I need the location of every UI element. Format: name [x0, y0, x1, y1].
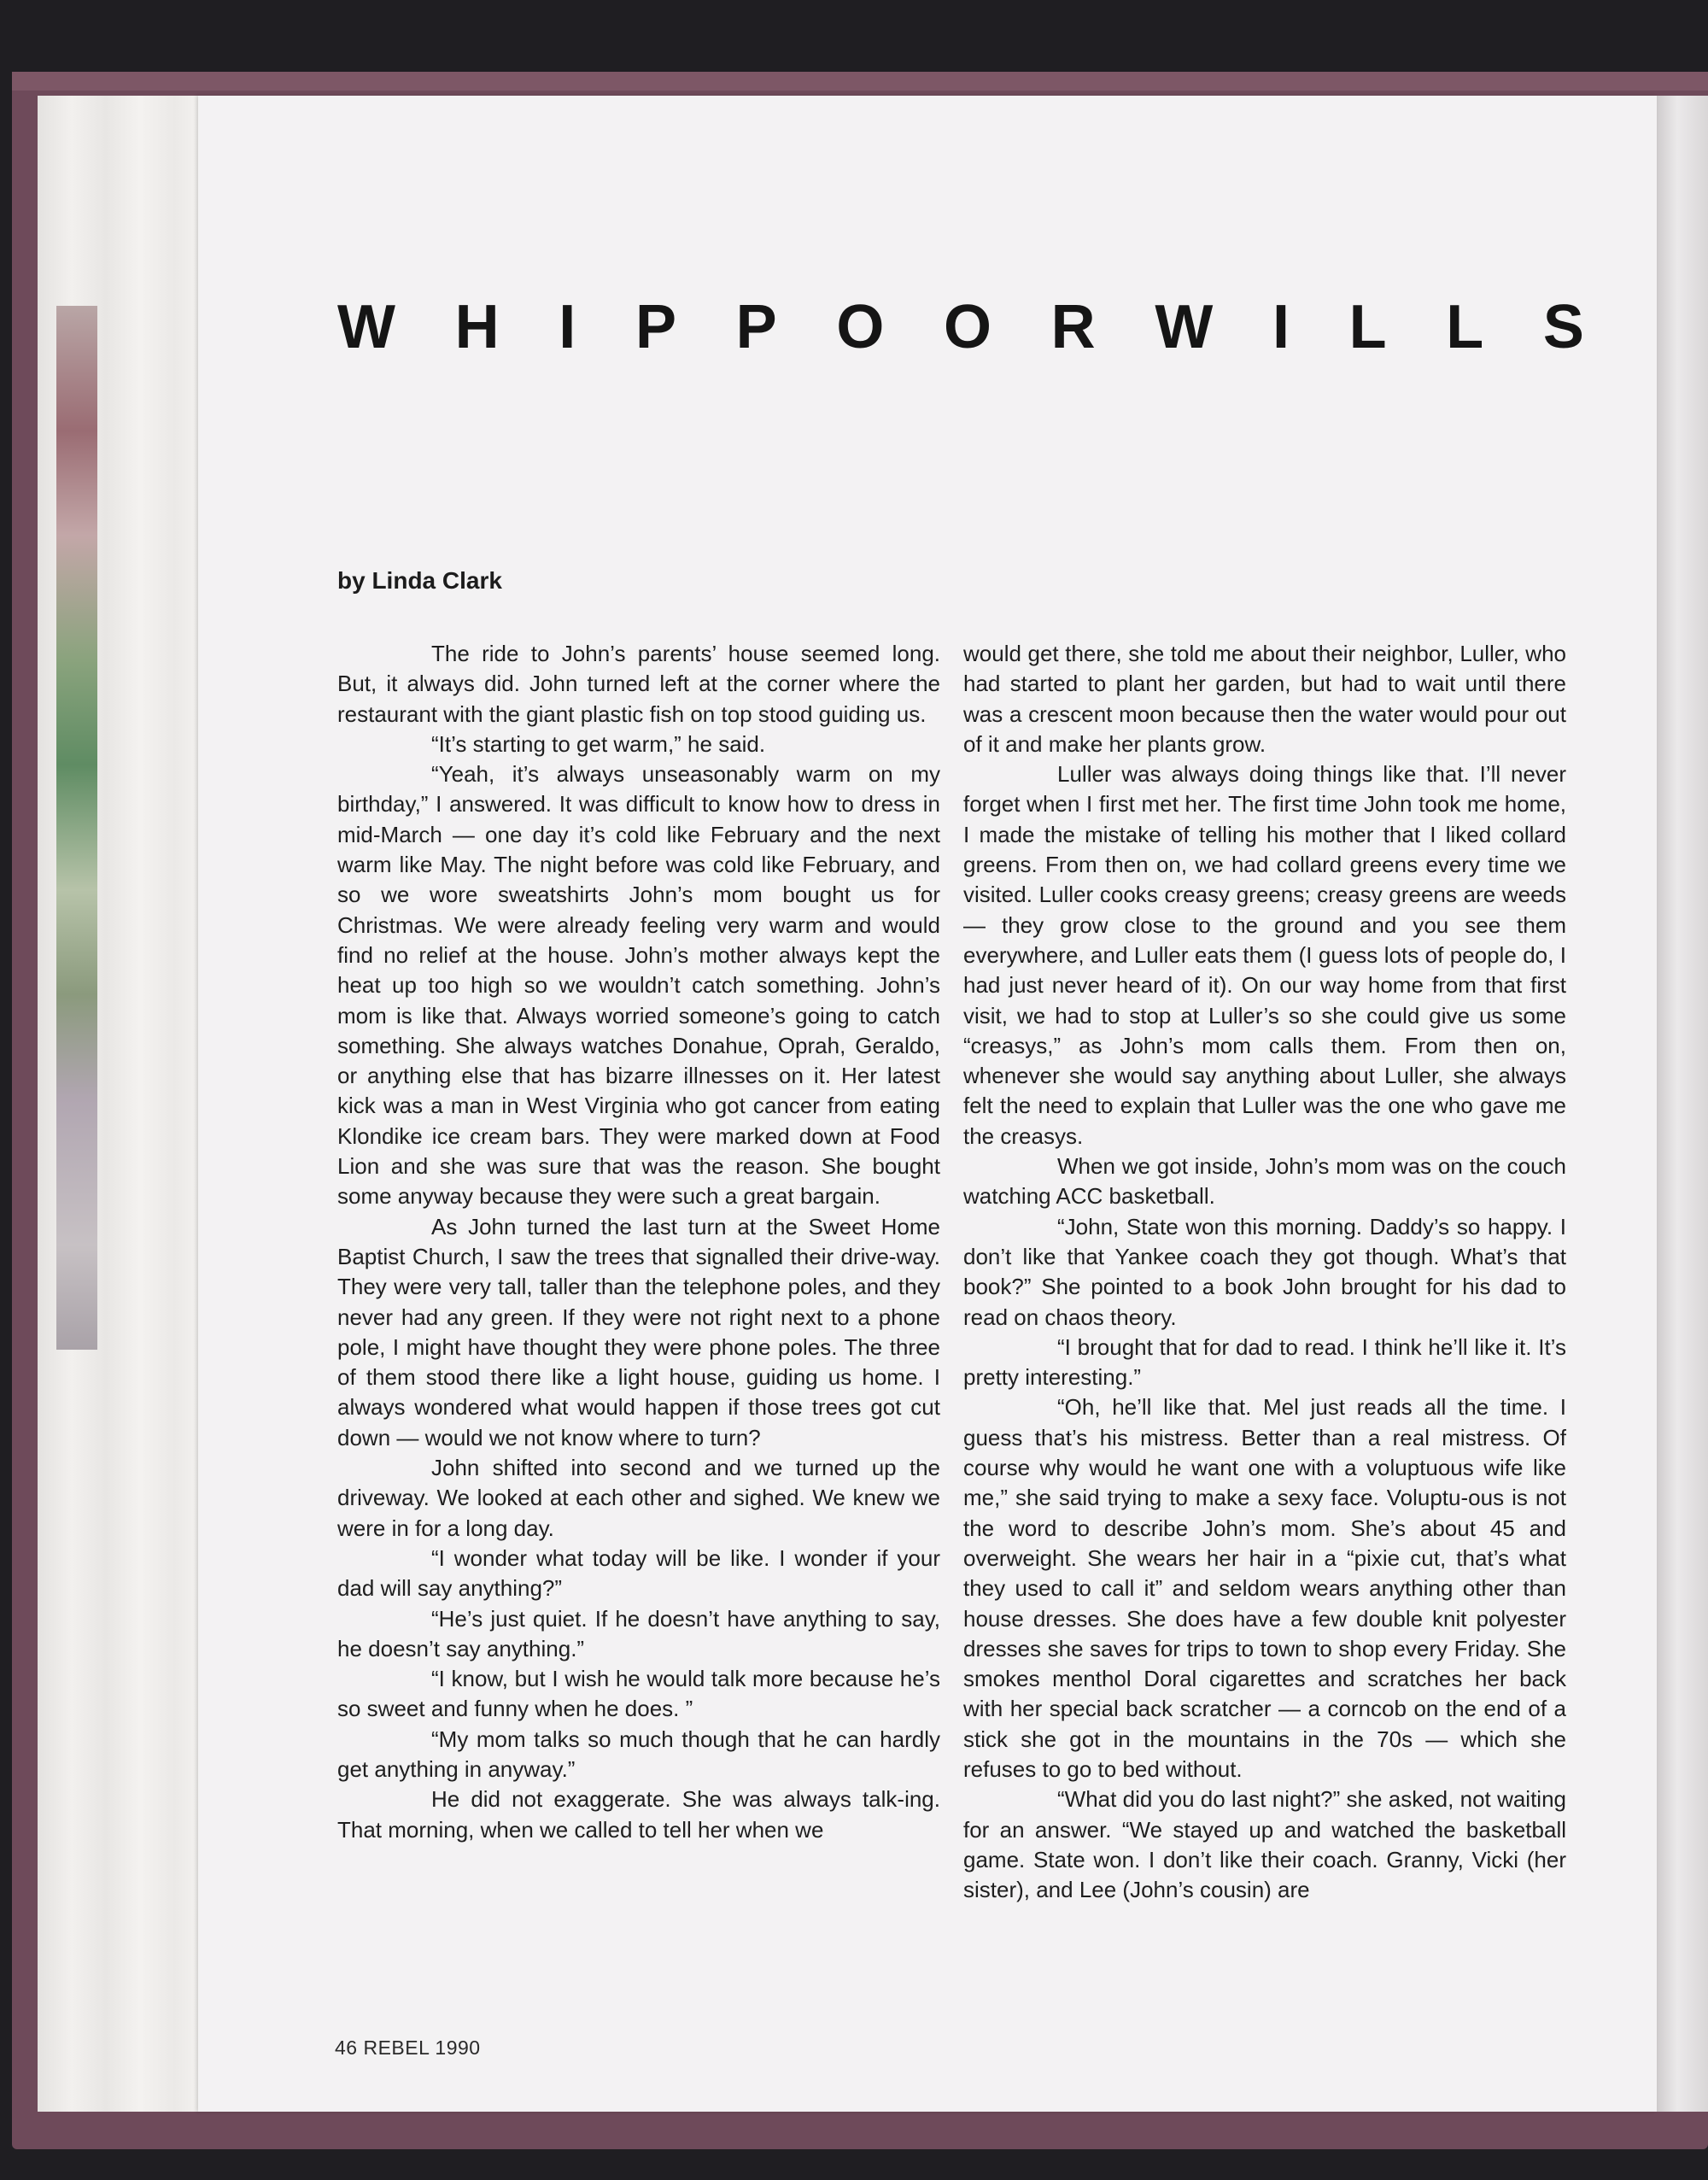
title-letter: I [1272, 293, 1290, 361]
paragraph: “Yeah, it’s always unseasonably warm on my birthday,” I answered. It was difficult to know how to dress in mid-March — one day it’s cold like February and the next warm like May. The night before was cold like February, and so we wore sweatshirts John’s mom bought us for Christmas. We were already feeling very warm and would find no relief at the house. John’s mother always kept the heat up too high so we wouldn’t catch something. John’s mom is like that. Always worried someone’s going to catch something. She always watches Donahue, Oprah, Geraldo, or anything else that has bizarre illnesses on it. Her latest kick was a man in West Virginia who got cancer from eating Klondike ice cream bars. They were marked down at Food Lion and she was sure that was the reason. She bought some anyway because they were such a great bargain. [337, 761, 940, 1210]
paragraph: “He’s just quiet. If he doesn’t have anything to say, he doesn’t say anything.” [337, 1605, 940, 1661]
title-letter: I [559, 293, 576, 361]
article-title [337, 289, 1584, 366]
paragraph: When we got inside, John’s mom was on the couch watching ACC basketball. [963, 1153, 1566, 1210]
paragraph: “It’s starting to get warm,” he said. [431, 730, 766, 757]
facing-page-artwork [56, 306, 97, 1350]
title-letter: W [337, 293, 395, 361]
paragraph: “My mom talks so much though that he can hardly get anything in anyway.” [337, 1726, 940, 1782]
left-column [337, 639, 940, 1845]
title-letter: H [454, 293, 500, 361]
paragraph: John shifted into second and we turned up the driveway. We looked at each other and sighed. We knew we were in for a long day. [337, 1455, 940, 1541]
paragraph: He did not exaggerate. She was always talk-ing. That morning, when we called to tell her when we [337, 1786, 940, 1843]
paragraph: “I know, but I wish he would talk more because he’s so sweet and funny when he does. ” [337, 1666, 940, 1722]
paragraph: As John turned the last turn at the Sweet Home Baptist Church, I saw the trees that signalled their drive-way. They were very tall, taller than the telephone poles, and they never had any green. If they were not right next to a phone pole, I might have thought they were phone poles. The three of them stood there like a light house, guiding us home. I always wondered what would happen if those trees got cut down — would we not know where to turn? [337, 1213, 940, 1450]
title-letter: P [635, 293, 676, 361]
title-letter: L [1348, 293, 1387, 361]
page-footer: 46 REBEL 1990 [335, 2036, 481, 2059]
paragraph: The ride to John’s parents’ house seemed long. But, it always did. John turned left at the corner where the restaurant with the giant plastic fish on top stood guiding us. [337, 641, 940, 727]
paragraph: “I wonder what today will be like. I wonder if your dad will say anything?” [337, 1544, 940, 1602]
title-letter: P [735, 293, 777, 361]
title-letter: S [1542, 293, 1584, 361]
paragraph: “I brought that for dad to read. I think he’ll like it. It’s pretty interesting.” [963, 1333, 1566, 1391]
title-letter: R [1050, 293, 1096, 361]
right-page-edge [1657, 96, 1708, 2112]
right-column [963, 639, 1566, 1905]
cover-top-edge [12, 72, 1708, 91]
paragraph: “What did you do last night?” she asked, not waiting for an answer. “We stayed up and watched the basketball game. State won. I don’t like their coach. Granny, Vicki (her sister), and Lee (John’s cousin) are [963, 1786, 1566, 1903]
paragraph: “John, State won this morning. Daddy’s so happy. I don’t like that Yankee coach they got though. What’s that book?” She pointed to a book John brought for his dad to read on chaos theory. [963, 1213, 1566, 1330]
paragraph: “Oh, he’ll like that. Mel just reads all the time. I guess that’s his mistress. Better than a real mistress. Of course why would he want one with a voluptuous wife like me,” she said trying to make a sexy face. Voluptu-ous is not the word to describe John’s mom. She’s about 45 and overweight. She wears her hair in a “pixie cut, that’s what they used to call it” and seldom wears anything other than house dresses. She does have a few double knit polyester dresses she saves for trips to town to shop every Friday. She smokes menthol Doral cigarettes and scratches her back with her special back scratcher — a corncob on the end of a stick she got in the mountains in the 70s — which she refuses to go to bed without. [963, 1394, 1566, 1782]
paragraph: Luller was always doing things like that. I’ll never forget when I first met her. The first time John took me home, I made the mistake of telling his mother that I liked collard greens. From then on, we had collard greens every time we visited. Luller cooks creasy greens; creasy greens are weeds — they grow close to the ground and you see them everywhere, and Luller eats them (I guess lots of people do, I had just never heard of it). On our way home from that first visit, we had to stop at Luller’s so she could give us some “creasys,” as John’s mom calls them. From then on, whenever she would say anything about Luller, she always felt the need to explain that Luller was the one who gave me the creasys. [963, 761, 1566, 1149]
byline: by Linda Clark [337, 567, 502, 594]
title-letter: O [836, 293, 885, 361]
paragraph-continuation: would get there, she told me about their neighbor, Luller, who had started to plant her garden, but had to wait until there was a crescent moon because then the water would pour out of it and make her plants grow. [963, 641, 1566, 757]
title-letter: L [1446, 293, 1484, 361]
title-letter: O [944, 293, 992, 361]
title-letter: W [1155, 293, 1214, 361]
